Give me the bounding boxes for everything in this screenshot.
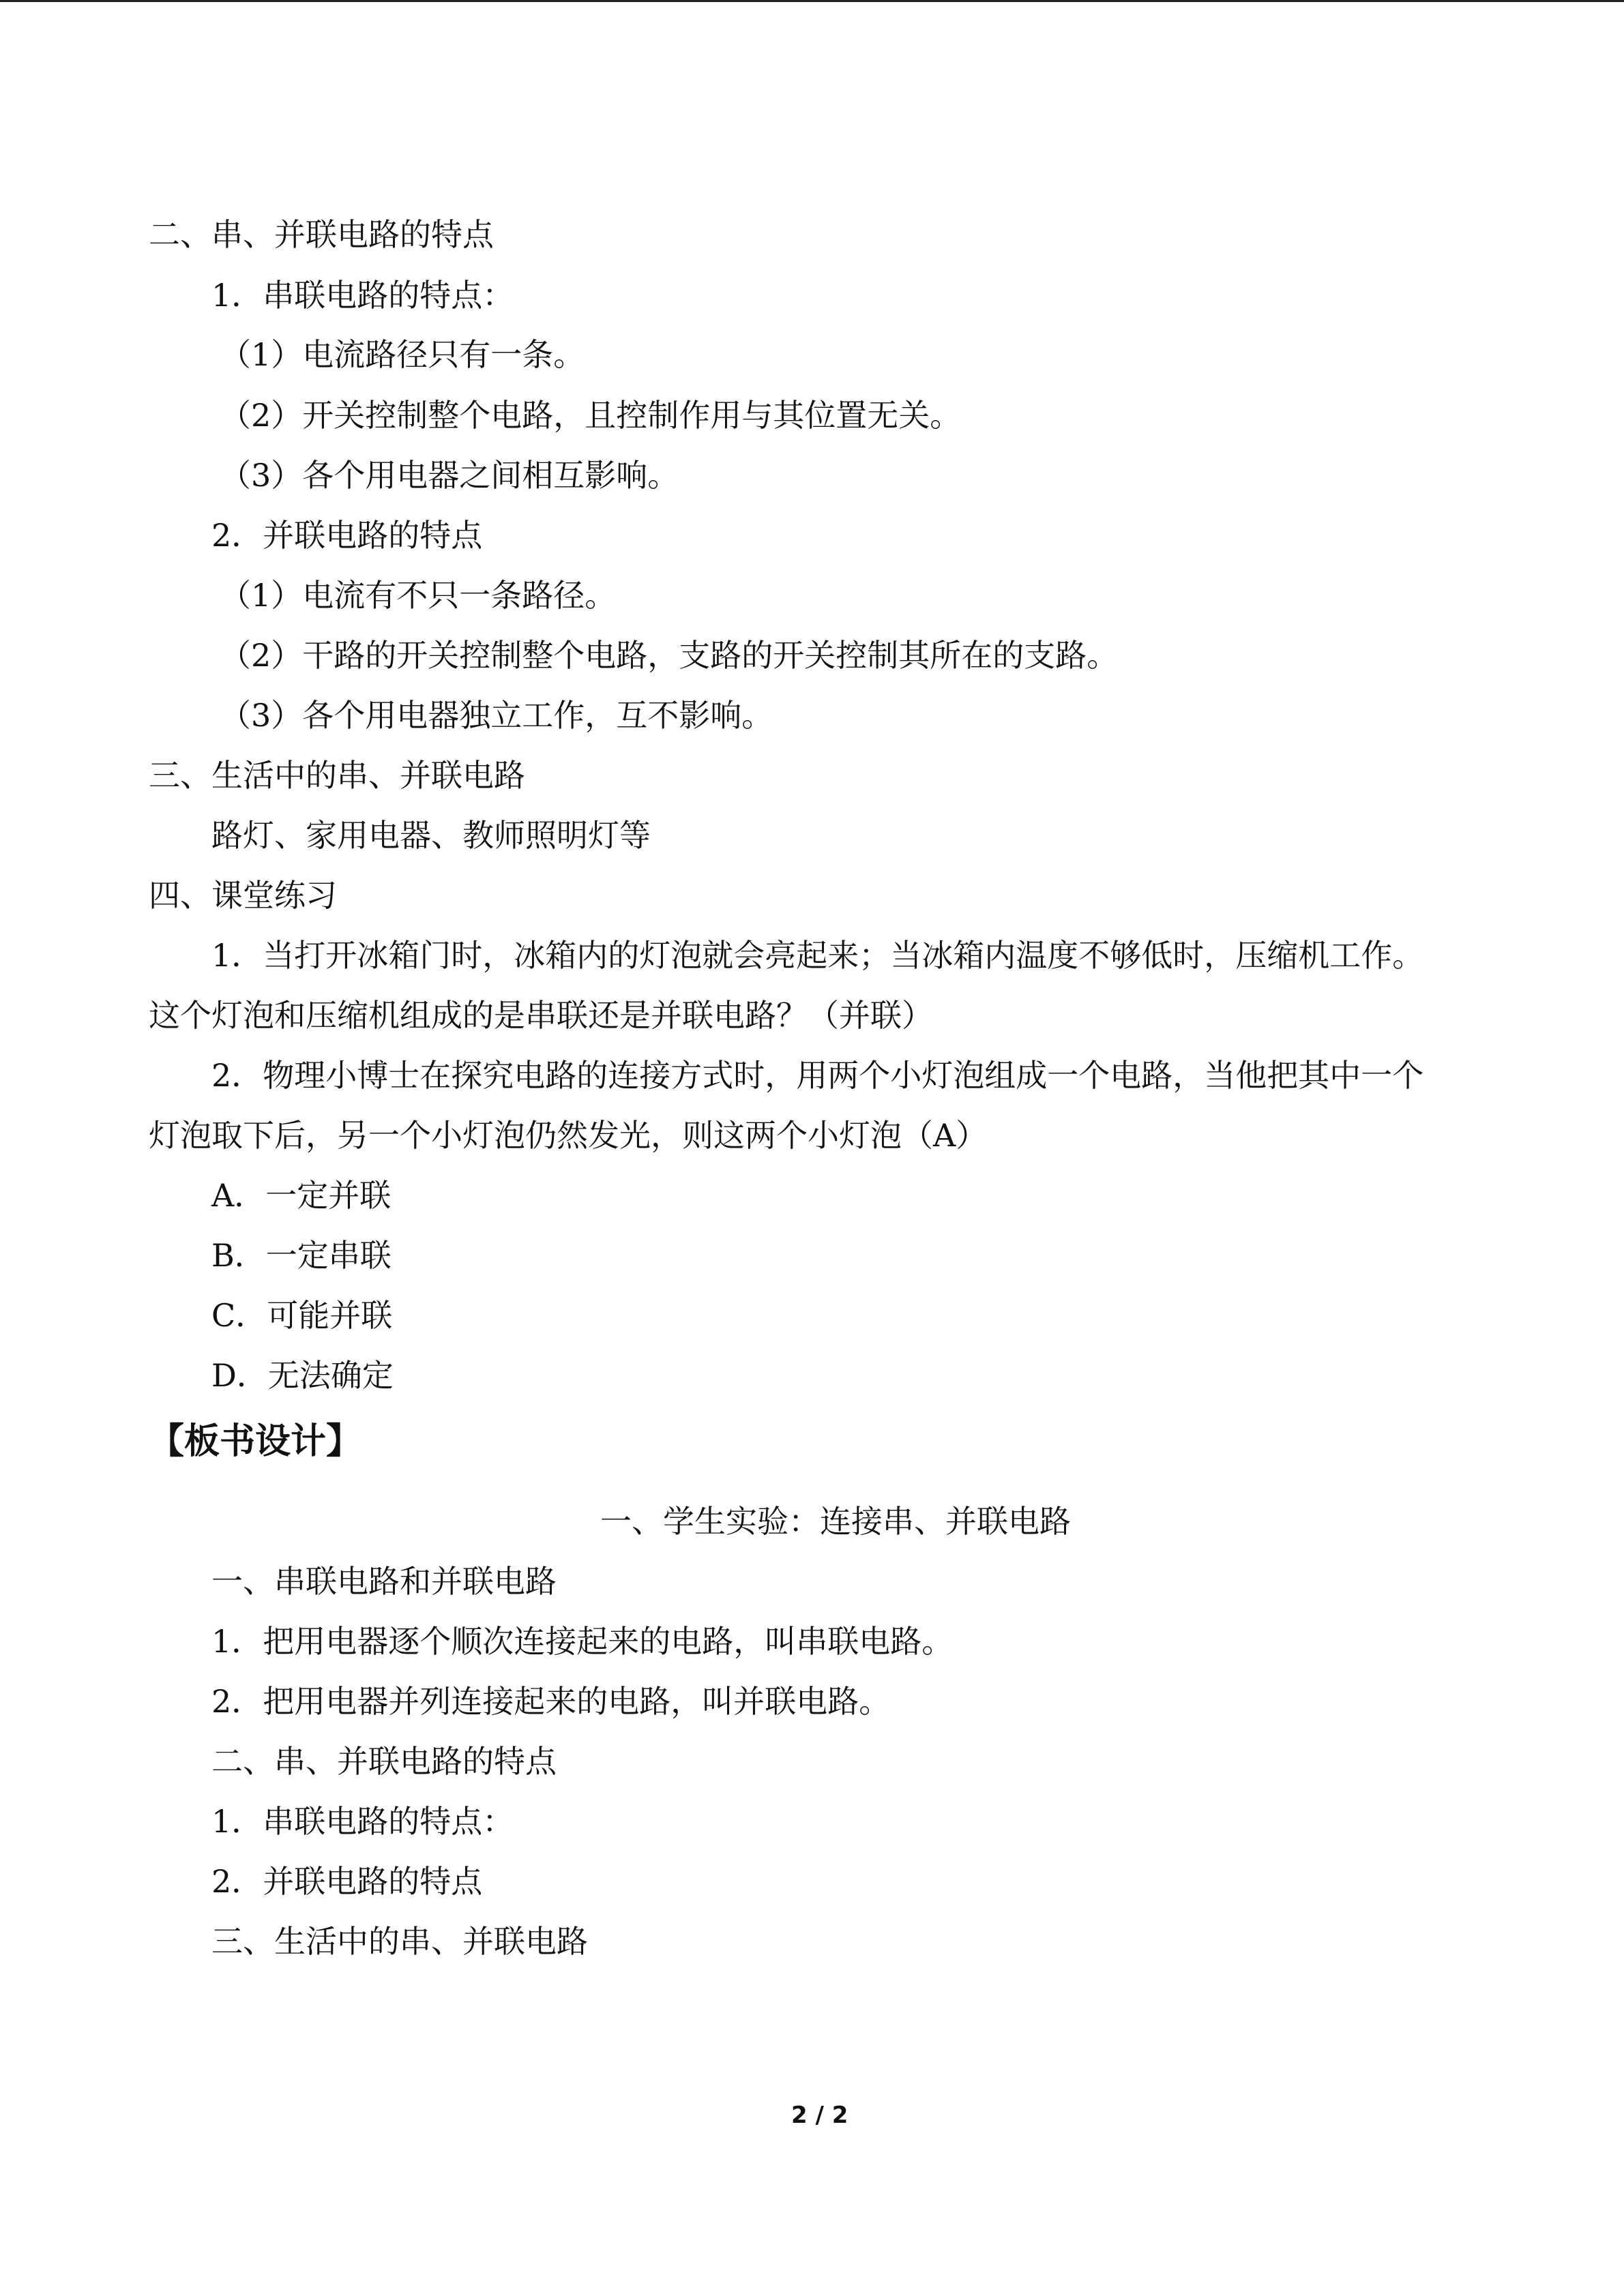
answer-option-b: B．一定串联 bbox=[211, 1237, 392, 1274]
question1-line2: 这个灯泡和压缩机组成的是串联还是并联电路？（并联） bbox=[149, 997, 933, 1034]
board-line: 2．把用电器并列连接起来的电路，叫并联电路。 bbox=[211, 1683, 891, 1720]
section4-title: 四、课堂练习 bbox=[149, 877, 337, 914]
board-design-heading: 【板书设计】 bbox=[149, 1421, 362, 1462]
parallel-item: （1）电流有不只一条路径。 bbox=[220, 577, 617, 614]
parallel-features-title: 2．并联电路的特点 bbox=[211, 517, 483, 554]
board-line: 一、串联电路和并联电路 bbox=[211, 1563, 557, 1600]
question2-line1: 2．物理小博士在探究电路的连接方式时，用两个小灯泡组成一个电路，当他把其中一个 bbox=[211, 1057, 1424, 1094]
section3-body: 路灯、家用电器、教师照明灯等 bbox=[211, 817, 651, 854]
section3-title: 三、生活中的串、并联电路 bbox=[149, 757, 525, 794]
question1-line1: 1．当打开冰箱门时，冰箱内的灯泡就会亮起来；当冰箱内温度不够低时，压缩机工作。 bbox=[211, 937, 1424, 974]
board-line: 1．把用电器逐个顺次连接起来的电路，叫串联电路。 bbox=[211, 1623, 954, 1660]
board-center-title: 一、学生实验：连接串、并联电路 bbox=[600, 1503, 1071, 1540]
board-line: 二、串、并联电路的特点 bbox=[211, 1743, 557, 1780]
question2-line2: 灯泡取下后，另一个小灯泡仍然发光，则这两个小灯泡（A） bbox=[149, 1117, 988, 1154]
parallel-item: （2）干路的开关控制整个电路，支路的开关控制其所在的支路。 bbox=[220, 637, 1119, 674]
parallel-item: （3）各个用电器独立工作，互不影响。 bbox=[220, 697, 773, 734]
section2-title: 二、串、并联电路的特点 bbox=[149, 216, 494, 253]
board-line: 三、生活中的串、并联电路 bbox=[211, 1923, 588, 1960]
series-features-title: 1．串联电路的特点： bbox=[211, 277, 514, 314]
series-item: （3）各个用电器之间相互影响。 bbox=[220, 457, 679, 494]
board-line: 2．并联电路的特点 bbox=[211, 1863, 483, 1900]
series-item: （2）开关控制整个电路，且控制作用与其位置无关。 bbox=[220, 397, 962, 434]
page-number: 2 / 2 bbox=[791, 2102, 848, 2129]
answer-option-d: D．无法确定 bbox=[211, 1357, 394, 1394]
board-line: 1．串联电路的特点： bbox=[211, 1803, 514, 1840]
answer-option-a: A．一定并联 bbox=[211, 1177, 392, 1214]
top-border-line bbox=[0, 0, 1624, 2]
answer-option-c: C．可能并联 bbox=[211, 1297, 393, 1334]
series-item: （1）电流路径只有一条。 bbox=[220, 336, 585, 373]
